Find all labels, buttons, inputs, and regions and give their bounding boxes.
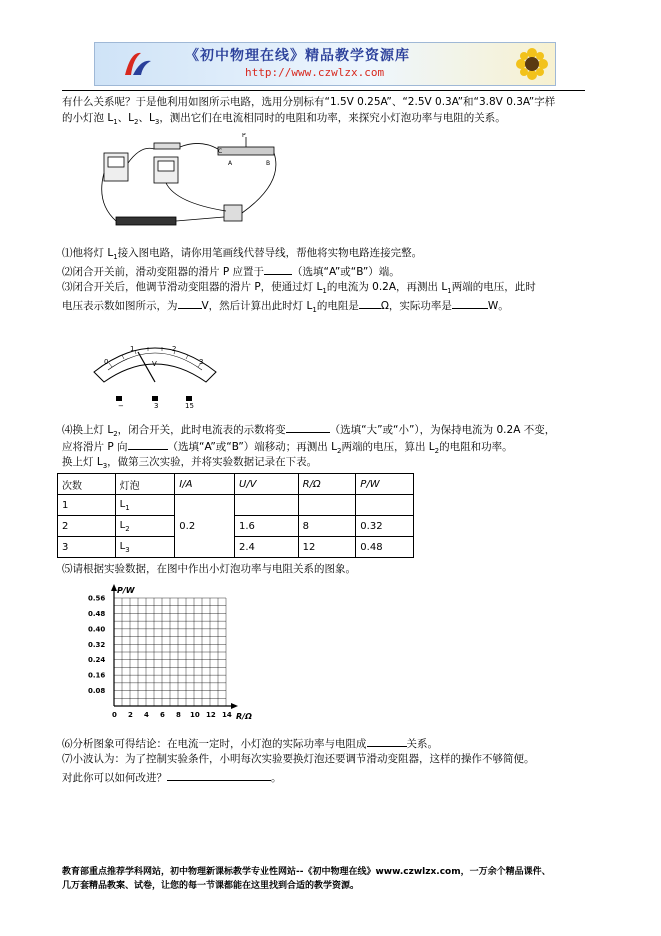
circuit-figure <box>96 133 286 233</box>
current-cell: 0.2 <box>175 495 235 558</box>
answer-blank-6[interactable] <box>367 735 407 747</box>
banner-title: 《初中物理在线》精品教学资源库 <box>185 48 410 64</box>
x-tick-label: 14 <box>222 711 232 719</box>
question-4-line-3: 换上灯 $L_3$，做第三次实验，并将实验数据记录在下表。 <box>62 456 318 471</box>
x-tick-label: 4 <box>144 711 149 719</box>
question-6: ⑹分析图象可得结论：在电流一定时，小灯泡的实际功率与电阻成 关系。 <box>62 735 438 751</box>
power-resistance-grid <box>86 584 266 724</box>
y-tick-label: 0.56 <box>88 594 106 603</box>
question-1: ⑴他将灯 $L_1$接入图电路，请你用笔画线代替导线，帮他将实物电路连接完整。 <box>62 247 423 262</box>
svg-text:A: A <box>228 160 233 167</box>
meter-scale-3: 3 <box>199 358 204 366</box>
logo-icon <box>121 47 155 81</box>
terminal-3: 3 <box>154 402 159 410</box>
question-7-line-1: ⑺小波认为：为了控制实验条件，小明每次实验要换灯泡还要调节滑动变阻器，这样的操作不够简便。 <box>62 753 535 765</box>
header-current: I/A <box>175 474 235 495</box>
x-tick-label: 8 <box>176 711 181 719</box>
table-row: 1 $L_1$ 0.2 <box>58 495 414 516</box>
x-tick-label: 2 <box>128 711 133 719</box>
svg-text:B: B <box>266 160 271 167</box>
table-header-row <box>58 474 414 495</box>
table-row: 2 $L_2$ 1.6 8 0.32 <box>58 516 414 537</box>
footer-line-1: 教育部重点推荐学科网站，初中物理新课标教学专业性网站--《初中物理在线》www.czwlzx.com，一万余个精品课件、 <box>62 867 551 877</box>
meter-scale-1: 1 <box>130 345 135 353</box>
header-lamp: 灯泡 <box>115 474 175 495</box>
x-axis-label: R/Ω <box>236 712 252 721</box>
question-3-line-1: ⑶闭合开关后，他调节滑动变阻器的滑片 P，使通过灯 $L_1$的电流为 0.2A，再测出 $L_1$两端的电压，此时 <box>62 281 536 296</box>
x-axis-arrow <box>231 703 238 709</box>
question-3-line-2: 电压表示数如图所示，为 V，然后计算出此时灯 $L_1$的电阻是 Ω，实际功率是 W。 <box>62 297 509 317</box>
x-tick-label: 12 <box>206 711 216 719</box>
answer-blank-3b[interactable] <box>359 297 381 309</box>
answer-blank-3c[interactable] <box>452 297 488 309</box>
svg-text:C: C <box>218 148 223 155</box>
answer-blank-7[interactable] <box>167 769 271 781</box>
header-rule <box>62 90 585 91</box>
question-2: ⑵闭合开关前，滑动变阻器的滑片 P 应置于 （选填“A”或“B”）端。 <box>62 263 400 279</box>
header-voltage: U/V <box>234 474 298 495</box>
answer-blank-4b[interactable] <box>128 438 168 450</box>
banner-url[interactable]: http://www.czwlzx.com <box>245 66 385 79</box>
question-4-line-2: 应将滑片 P 向 （选填“A”或“B”）端移动；再测出 $L_2$两端的电压，算出 $L_2$的电阻和功率。 <box>62 438 513 458</box>
y-tick-label: 0.24 <box>88 656 106 665</box>
answer-blank-2[interactable] <box>264 263 292 275</box>
slider-label: P <box>242 133 246 139</box>
header-count: 次数 <box>58 474 116 495</box>
table-row: 3 $L_3$ 2.4 12 0.48 <box>58 537 414 558</box>
y-tick-label: 0.08 <box>88 687 106 696</box>
terminal-15: 15 <box>185 402 194 410</box>
header-resistance: R/Ω <box>298 474 356 495</box>
header-banner <box>94 42 556 86</box>
meter-scale-2: 2 <box>172 345 177 353</box>
question-5: ⑸请根据实验数据，在图中作出小灯泡功率与电阻关系的图象。 <box>62 563 356 575</box>
answer-blank-4a[interactable] <box>286 421 330 433</box>
voltmeter-figure <box>90 330 220 408</box>
intro-line-2: 的小灯泡 $L_1$、$L_2$、$L_3$，测出它们在电流相同时的电阻和功率，来探究小灯泡功率与电阻的关系。 <box>62 112 506 127</box>
y-tick-label: 0.16 <box>88 671 106 680</box>
meter-unit: V <box>152 360 157 368</box>
x-tick-label: 6 <box>160 711 165 719</box>
answer-blank-3a[interactable] <box>178 297 202 309</box>
header-power: P/W <box>356 474 414 495</box>
terminal-negative: − <box>118 402 124 410</box>
y-axis-label: P/W <box>117 586 135 595</box>
question-4-line-1: ⑷换上灯 $L_2$，闭合开关，此时电流表的示数将变 （选填“大”或“小”），为保持电流为 0.2A 不变， <box>62 421 555 441</box>
sunflower-icon <box>513 45 551 83</box>
intro-line-1: 有什么关系呢？于是他利用如图所示电路，选用分别标有“1.5V 0.25A”、“2.5V 0.3A”和“3.8V 0.3A”字样 <box>62 96 556 108</box>
question-7-line-2: 对此你可以如何改进？ 。 <box>62 769 282 785</box>
meter-scale-0: 0 <box>104 358 109 366</box>
y-tick-label: 0.48 <box>88 609 106 618</box>
y-tick-label: 0.32 <box>88 640 106 649</box>
data-table <box>57 473 414 558</box>
x-tick-label: 10 <box>190 711 200 719</box>
footer-line-2: 几万套精品教案、试卷，让您的每一节课都能在这里找到合适的教学资源。 <box>62 881 360 891</box>
x-tick-label: 0 <box>112 711 117 719</box>
y-tick-label: 0.40 <box>88 625 106 634</box>
